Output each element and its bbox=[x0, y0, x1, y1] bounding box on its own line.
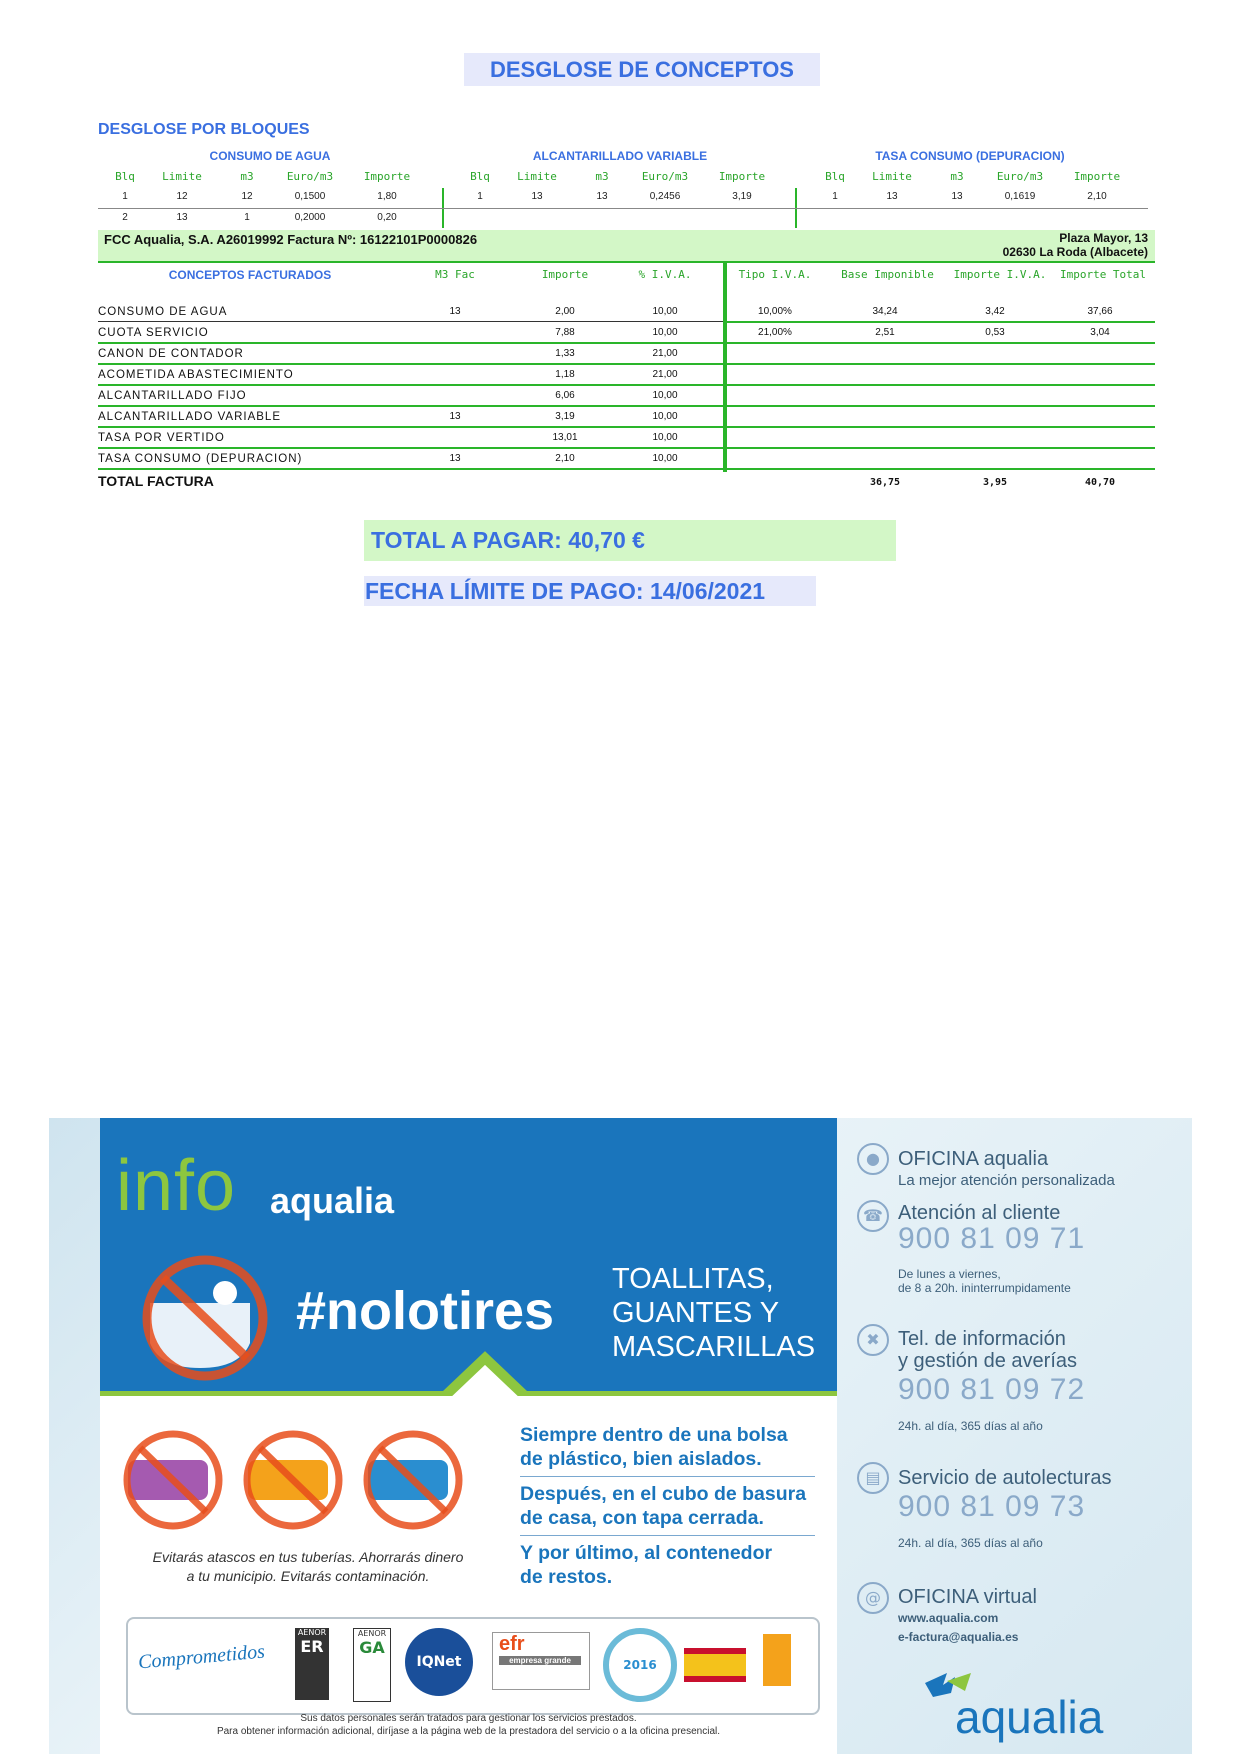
comprometidos-text: Comprometidos bbox=[137, 1640, 266, 1674]
aenor-er-logo bbox=[295, 1628, 329, 1700]
step-1-line-1: Siempre dentro de una bolsa bbox=[520, 1424, 788, 1446]
concept-m3: 13 bbox=[449, 306, 461, 317]
auto-phone: 900 81 09 73 bbox=[898, 1490, 1086, 1523]
page-title: DESGLOSE DE CONCEPTOS bbox=[464, 53, 820, 86]
block-header-tasa-0: Blq bbox=[825, 170, 845, 183]
block-cell-agua: 1,80 bbox=[377, 191, 397, 202]
concept-importe: 3,19 bbox=[555, 411, 575, 422]
blocks-title: DESGLOSE POR BLOQUES bbox=[98, 121, 310, 138]
iva-total: 3,04 bbox=[1090, 327, 1110, 338]
block-cell-agua: 13 bbox=[176, 212, 188, 223]
item-mascarillas: MASCARILLAS bbox=[612, 1331, 816, 1363]
block-cell-agua: 0,2000 bbox=[294, 212, 326, 223]
block-header-alcantarillado-2: m3 bbox=[595, 170, 609, 183]
row-line bbox=[98, 342, 1155, 344]
block-cell-tasa: 1 bbox=[832, 191, 838, 202]
no-toallitas-icon bbox=[127, 1434, 219, 1526]
item-toallitas: TOALLITAS, bbox=[612, 1263, 774, 1295]
concept-iva: 10,00 bbox=[652, 453, 678, 464]
info-logo-text: info bbox=[116, 1146, 237, 1226]
spain-logo bbox=[684, 1648, 746, 1682]
info-hours: 24h. al día, 365 días al año bbox=[898, 1419, 1043, 1433]
block-header-alcantarillado-0: Blq bbox=[470, 170, 490, 183]
header-importe: Importe bbox=[541, 268, 589, 281]
block-cell-agua: 1 bbox=[122, 191, 128, 202]
row-line bbox=[98, 384, 1155, 386]
block-cell-alcantarillado: 1 bbox=[477, 191, 483, 202]
block-cell-tasa: 13 bbox=[951, 191, 963, 202]
header-importe-iva: Importe I.V.A. bbox=[953, 268, 1047, 281]
concept-iva: 10,00 bbox=[652, 432, 678, 443]
concept-iva: 21,00 bbox=[652, 369, 678, 380]
iva-iva: 3,42 bbox=[985, 306, 1005, 317]
concept-label: ALCANTARILLADO FIJO bbox=[98, 390, 247, 402]
info-title bbox=[898, 1328, 1077, 1372]
concept-m3: 13 bbox=[449, 411, 461, 422]
row-line bbox=[726, 321, 1155, 323]
attention-hours bbox=[898, 1267, 1071, 1295]
iqnet-logo: IQNet bbox=[405, 1628, 473, 1696]
step-2-line-2: de casa, con tapa cerrada. bbox=[520, 1507, 764, 1529]
company-line: FCC Aqualia, S.A. A26019992 Factura Nº: 16122101P0000826 bbox=[104, 232, 478, 247]
step-divider bbox=[520, 1535, 815, 1536]
block-cell-tasa: 0,1619 bbox=[1004, 191, 1036, 202]
block-cell-agua: 12 bbox=[176, 191, 188, 202]
legal-line-1: Sus datos personales serán tratados para gestionar los servicios prestados. bbox=[300, 1713, 637, 1724]
hashtag: #nolotires bbox=[296, 1281, 555, 1341]
row-line bbox=[98, 363, 1155, 365]
concept-label: TASA CONSUMO (DEPURACION) bbox=[98, 453, 303, 465]
fecha-limite-box bbox=[364, 576, 816, 606]
total-base: 36,75 bbox=[869, 477, 901, 488]
attention-hours-2: de 8 a 20h. ininterrumpidamente bbox=[898, 1281, 1071, 1295]
email-link[interactable]: e-factura@aqualia.es bbox=[898, 1630, 1019, 1644]
header-importe-total: Importe Total bbox=[1059, 268, 1147, 281]
office-sub: La mejor atención personalizada bbox=[898, 1172, 1115, 1189]
concept-iva: 10,00 bbox=[652, 390, 678, 401]
attention-hours-1: De lunes a viernes, bbox=[898, 1267, 1001, 1281]
aqualia-logo: aqualia bbox=[955, 1691, 1104, 1743]
tools-icon: ✖ bbox=[857, 1324, 889, 1356]
step-3 bbox=[520, 1541, 772, 1589]
no-flush-icon bbox=[130, 1253, 270, 1383]
concept-importe: 2,00 bbox=[555, 306, 575, 317]
row-line bbox=[98, 321, 723, 322]
block-header-alcantarillado-4: Importe bbox=[718, 170, 766, 183]
row-line bbox=[98, 208, 1148, 209]
concept-importe: 13,01 bbox=[552, 432, 578, 443]
header-iva-pct: % I.V.A. bbox=[638, 268, 692, 281]
step-1-line-2: de plástico, bien aislados. bbox=[520, 1448, 762, 1470]
efr-label: efr bbox=[499, 1633, 525, 1655]
block-header-agua-2: m3 bbox=[240, 170, 254, 183]
band-underline bbox=[98, 261, 1155, 263]
info-title-1: Tel. de información bbox=[898, 1328, 1066, 1350]
total-total: 40,70 bbox=[1084, 477, 1116, 488]
section-agua: CONSUMO DE AGUA bbox=[209, 149, 331, 163]
section-tasa: TASA CONSUMO (DEPURACION) bbox=[875, 149, 1065, 163]
block-cell-agua: 1 bbox=[244, 212, 250, 223]
no-guantes-icon bbox=[247, 1434, 339, 1526]
total-pagar-box bbox=[364, 520, 896, 561]
block-header-tasa-1: Limite bbox=[872, 170, 912, 183]
header-m3: M3 Fac bbox=[435, 268, 475, 281]
block-cell-tasa: 13 bbox=[886, 191, 898, 202]
aenor-label: AENOR bbox=[297, 1628, 327, 1637]
concept-label: CONSUMO DE AGUA bbox=[98, 306, 228, 318]
address-line-2: 02630 La Roda (Albacete) bbox=[1002, 245, 1148, 259]
warning-line-2: a tu municipio. Evitarás contaminación. bbox=[186, 1568, 430, 1584]
block-cell-alcantarillado: 0,2456 bbox=[649, 191, 681, 202]
iva-total: 37,66 bbox=[1087, 306, 1113, 317]
step-divider bbox=[520, 1476, 815, 1477]
total-iva: 3,95 bbox=[982, 477, 1008, 488]
iva-base: 34,24 bbox=[872, 306, 898, 317]
header-conceptos: CONCEPTOS FACTURADOS bbox=[168, 268, 332, 282]
block-header-agua-4: Importe bbox=[363, 170, 411, 183]
concept-iva: 10,00 bbox=[652, 411, 678, 422]
co2-logo: 2016 bbox=[603, 1628, 677, 1702]
step-3-line-1: Y por último, al contenedor bbox=[520, 1542, 773, 1564]
row-line bbox=[98, 447, 1155, 449]
header-base: Base Imponible bbox=[841, 268, 934, 281]
at-icon: @ bbox=[857, 1582, 889, 1614]
web-link[interactable]: www.aqualia.com bbox=[898, 1611, 999, 1625]
brand-text: aqualia bbox=[270, 1180, 395, 1221]
step-2 bbox=[520, 1482, 806, 1530]
attention-title: Atención al cliente bbox=[898, 1202, 1061, 1224]
iva-tipo: 10,00% bbox=[758, 306, 792, 317]
concept-iva: 10,00 bbox=[652, 327, 678, 338]
item-guantes: GUANTES Y bbox=[612, 1297, 780, 1329]
step-1 bbox=[520, 1423, 788, 1471]
prohibition-icons bbox=[118, 1430, 488, 1540]
iva-iva: 0,53 bbox=[985, 327, 1005, 338]
legal-text bbox=[100, 1712, 837, 1738]
block-header-alcantarillado-3: Euro/m3 bbox=[641, 170, 689, 183]
concept-importe: 1,33 bbox=[555, 348, 575, 359]
fecha-limite: FECHA LÍMITE DE PAGO: 14/06/2021 bbox=[365, 578, 766, 604]
efr-logo bbox=[492, 1632, 590, 1690]
block-header-agua-3: Euro/m3 bbox=[286, 170, 334, 183]
row-line bbox=[98, 426, 1155, 428]
no-mascarillas-icon bbox=[367, 1434, 459, 1526]
warning-text bbox=[118, 1548, 498, 1586]
headset-icon: ☎ bbox=[857, 1200, 889, 1232]
block-cell-alcantarillado: 3,19 bbox=[732, 191, 752, 202]
total-pagar: TOTAL A PAGAR: 40,70 € bbox=[371, 527, 645, 553]
concept-label: CUOTA SERVICIO bbox=[98, 327, 209, 339]
block-cell-alcantarillado: 13 bbox=[531, 191, 543, 202]
block-header-tasa-2: m3 bbox=[950, 170, 964, 183]
concept-importe: 7,88 bbox=[555, 327, 575, 338]
address-line-1: Plaza Mayor, 13 bbox=[1059, 231, 1148, 245]
attention-phone: 900 81 09 71 bbox=[898, 1222, 1086, 1255]
aenor-label-2: AENOR bbox=[357, 1629, 387, 1638]
block-header-alcantarillado-1: Limite bbox=[517, 170, 557, 183]
block-cell-alcantarillado: 13 bbox=[596, 191, 608, 202]
aenor-ga-logo bbox=[353, 1628, 391, 1702]
legal-line-2: Para obtener información adicional, diríjase a la página web de la prestadora del servicio o a la oficina presencial. bbox=[216, 1726, 721, 1737]
total-factura-label: TOTAL FACTURA bbox=[98, 473, 214, 489]
efr-sub: empresa grande bbox=[499, 1656, 581, 1665]
er-label: ER bbox=[300, 1637, 324, 1656]
row-line bbox=[98, 468, 1155, 470]
section-alcantarillado: ALCANTARILLADO VARIABLE bbox=[532, 149, 708, 163]
iva-tipo: 21,00% bbox=[758, 327, 792, 338]
block-header-agua-0: Blq bbox=[115, 170, 135, 183]
concept-iva: 21,00 bbox=[652, 348, 678, 359]
concept-importe: 6,06 bbox=[555, 390, 575, 401]
block-cell-agua: 2 bbox=[122, 212, 128, 223]
virtual-title: OFICINA virtual bbox=[898, 1586, 1037, 1608]
step-2-line-1: Después, en el cubo de basura bbox=[520, 1483, 807, 1505]
concept-label: ALCANTARILLADO VARIABLE bbox=[98, 411, 281, 423]
block-header-agua-1: Limite bbox=[162, 170, 202, 183]
concept-label: ACOMETIDA ABASTECIMIENTO bbox=[98, 369, 294, 381]
igualdad-logo bbox=[763, 1634, 791, 1686]
step-3-line-2: de restos. bbox=[520, 1566, 613, 1588]
concept-m3: 13 bbox=[449, 453, 461, 464]
person-icon: ● bbox=[857, 1143, 889, 1175]
concepts-divider bbox=[723, 262, 727, 472]
header-tipo-iva: Tipo I.V.A. bbox=[738, 268, 812, 281]
items-list bbox=[612, 1262, 815, 1364]
block-cell-tasa: 2,10 bbox=[1087, 191, 1107, 202]
warning-line-1: Evitarás atascos en tus tuberías. Ahorrarás dinero bbox=[152, 1549, 464, 1565]
block-cell-agua: 0,20 bbox=[377, 212, 397, 223]
concept-iva: 10,00 bbox=[652, 306, 678, 317]
block-cell-agua: 0,1500 bbox=[294, 191, 326, 202]
company-address bbox=[1003, 231, 1148, 259]
row-line bbox=[98, 405, 1155, 407]
meter-icon: ▤ bbox=[857, 1462, 889, 1494]
concept-label: TASA POR VERTIDO bbox=[98, 432, 225, 444]
info-title-2: y gestión de averías bbox=[898, 1350, 1077, 1372]
block-header-tasa-4: Importe bbox=[1073, 170, 1121, 183]
iva-base: 2,51 bbox=[875, 327, 895, 338]
block-header-tasa-3: Euro/m3 bbox=[996, 170, 1044, 183]
auto-hours: 24h. al día, 365 días al año bbox=[898, 1536, 1043, 1550]
concept-importe: 1,18 bbox=[555, 369, 575, 380]
info-phone: 900 81 09 72 bbox=[898, 1373, 1086, 1406]
concept-label: CANON DE CONTADOR bbox=[98, 348, 244, 360]
office-title: OFICINA aqualia bbox=[898, 1148, 1049, 1170]
auto-title: Servicio de autolecturas bbox=[898, 1467, 1112, 1489]
ga-label: GA bbox=[359, 1638, 385, 1657]
block-cell-agua: 12 bbox=[241, 191, 253, 202]
concept-importe: 2,10 bbox=[555, 453, 575, 464]
